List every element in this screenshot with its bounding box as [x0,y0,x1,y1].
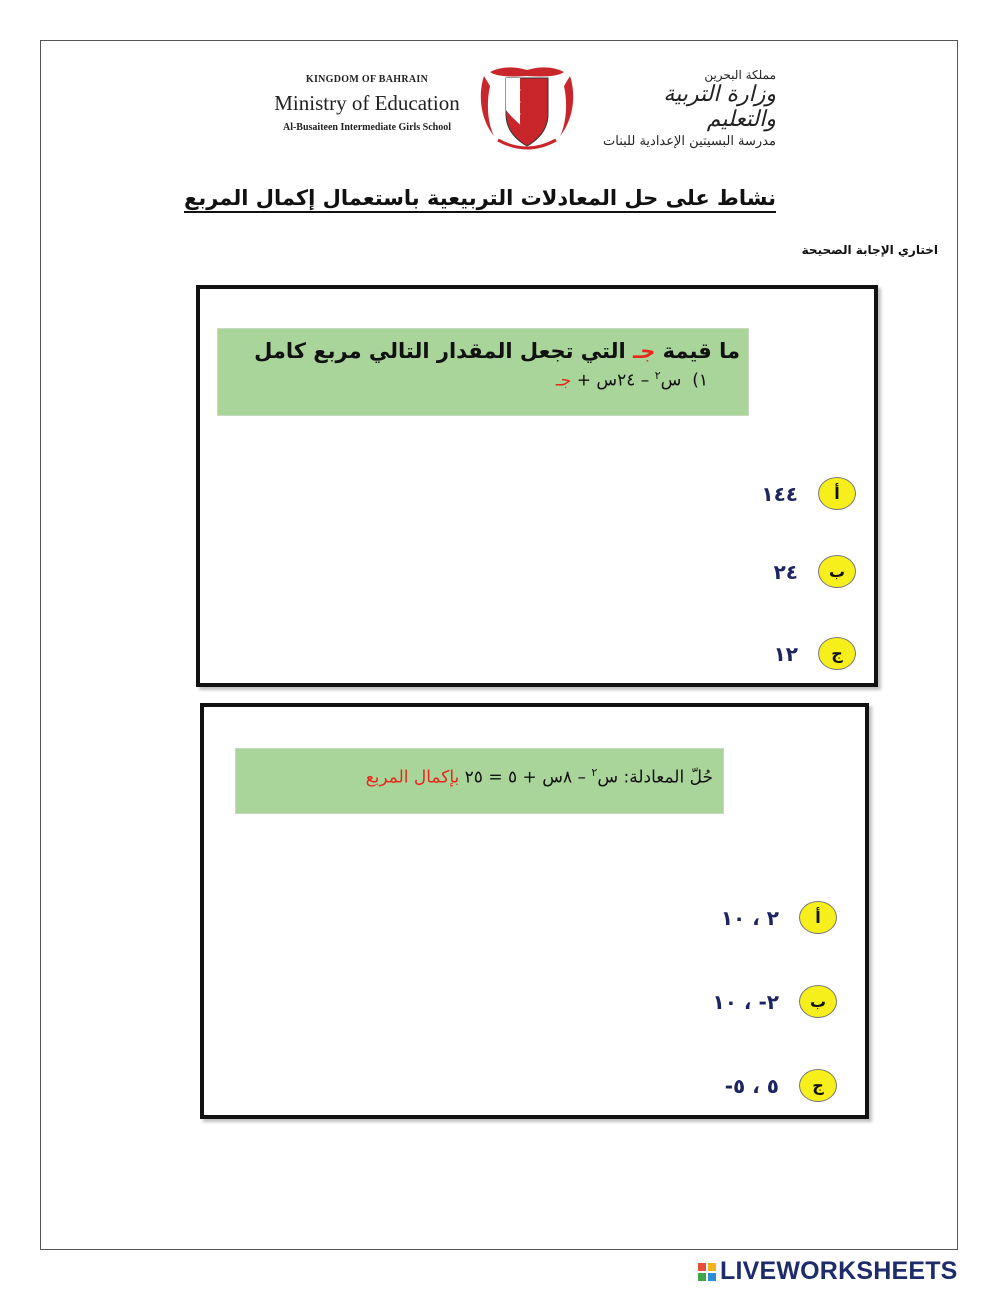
q1-option-a[interactable] [761,477,856,510]
option-value: ١٢ [773,641,798,666]
expr-rest: – ٨س + ٥ = ٢٥ [459,767,592,788]
question-number: ١) [692,370,708,391]
q2-prefix: حُلّ المعادلة: [618,767,713,788]
question-1-expression [218,369,740,391]
ministry-ar: وزارة التربية والتعليم [663,82,776,132]
question-1-prompt [218,339,740,363]
option-value: ٥ ، ٥- [724,1073,779,1098]
liveworksheets-brand [698,1257,958,1286]
q1-option-c[interactable] [774,637,856,670]
option-badge[interactable]: ب [799,985,837,1018]
question-1-box [217,328,749,416]
school-en: Al-Busaiteen Intermediate Girls School [282,122,452,133]
option-badge[interactable]: ب [818,555,856,588]
instruction: اختاري الإجابة الصحيحة [801,243,938,257]
q2-option-c[interactable] [725,1069,837,1102]
option-badge[interactable]: أ [799,901,837,934]
header-arabic [588,68,776,149]
school-ar: مدرسة البسيتين الإعدادية للبنات [603,134,776,149]
question-card-1 [196,285,878,687]
q2-option-b[interactable] [713,985,837,1018]
kingdom-en: KINGDOM OF BAHRAIN [305,74,429,85]
question-card-2 [200,703,869,1119]
q2-method: بإكمال المربع [365,767,460,788]
liveworksheets-logo-icon [698,1263,716,1281]
prompt-variable: جـ [633,339,656,363]
expr-exponent: ٢ [591,766,598,779]
prompt-text: ما قيمة [655,339,740,363]
option-value: ٢٤ [773,559,798,584]
q2-option-a[interactable] [721,901,837,934]
expr-exponent: ٢ [654,369,661,382]
option-badge[interactable]: أ [818,477,856,510]
expr-variable: س [597,767,619,788]
header-english [262,74,472,133]
option-badge[interactable]: ج [799,1069,837,1102]
worksheet-title: نشاط على حل المعادلات التربيعية باستعمال إكمال المربع [183,186,776,210]
bahrain-emblem-icon [476,64,578,154]
option-value: ٢- ، ١٠ [712,989,779,1014]
question-2-box [235,748,724,814]
brand-text: LIVEWORKSHEETS [720,1257,958,1285]
expr-constant: جـ [555,370,572,391]
expr-middle: – ٢٤س + [571,370,655,391]
option-value: ١٤٤ [761,481,798,506]
expr-variable: س [660,370,682,391]
prompt-text-end: التي تجعل المقدار التالي مربع كامل [254,339,634,363]
option-badge[interactable]: ج [818,637,856,670]
q1-option-b[interactable] [774,555,856,588]
kingdom-ar: مملكة البحرين [704,68,776,82]
ministry-en: Ministry of Education [274,91,460,115]
option-value: ٢ ، ١٠ [720,905,779,930]
